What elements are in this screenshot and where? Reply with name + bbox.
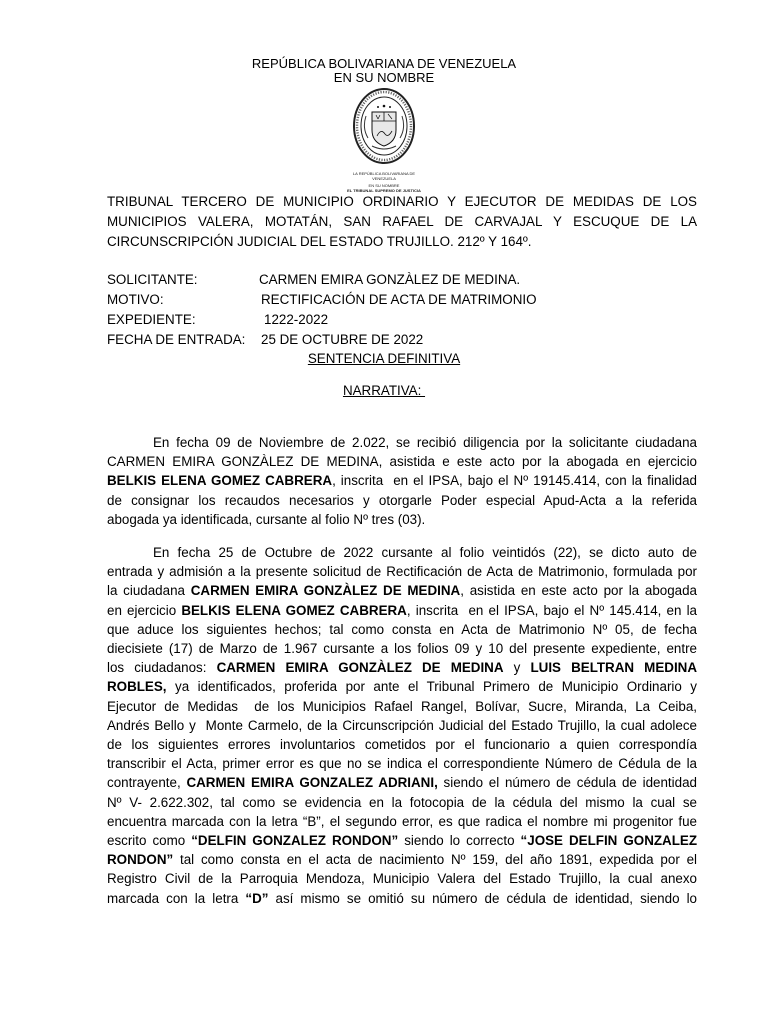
tribunal-line: CIRCUNSCRIPCIÓN JUDICIAL DEL ESTADO TRUJILLO. 212º Y 164º. <box>107 234 532 249</box>
text-run: los ciudadanos: <box>107 660 217 676</box>
text-run: de consignar los recaudos necesarios y otorgarle Poder especial Apud-Acta a la referida <box>107 492 697 508</box>
expediente-value: 1222-2022 <box>264 312 329 327</box>
text-run: escrito como <box>107 833 192 849</box>
paragraph-line <box>107 543 697 562</box>
sentencia-heading: SENTENCIA DEFINITIVA <box>307 351 461 366</box>
text-run: Nº V- 2.622.302, tal como se evidencia en la fotocopia de la cédula del mismo la cual se <box>107 794 697 810</box>
expediente-label: EXPEDIENTE: <box>107 312 196 327</box>
text-run: entrada y admisión a la presente solicitud de Rectificación de Acta de Matrimonio, formulada por <box>107 564 697 580</box>
bold-text: RONDON” <box>107 852 174 868</box>
paragraph-line <box>107 831 697 850</box>
text-run: Andrés Bello y Monte Carmelo, de la Circunscripción Judicial del Estado Trujillo, la cual adolece <box>107 717 697 733</box>
bold-text: “DELFIN GONZALEZ RONDON” <box>191 833 399 849</box>
bold-text: LUIS BELTRAN MEDINA <box>530 660 697 676</box>
paragraph-line <box>107 639 697 658</box>
en-su-nombre-heading: EN SU NOMBRE <box>333 70 435 85</box>
tsj-seal <box>342 86 426 193</box>
paragraph-line <box>107 471 697 490</box>
bold-text: CARMEN EMIRA GONZALEZ ADRIANI, <box>186 775 438 791</box>
text-run: transcribir el Acta, primer error es que no se indica el correspondiente Número de Cédula de la <box>107 756 697 772</box>
solicitante-label: SOLICITANTE: <box>107 272 198 287</box>
paragraph-line <box>107 793 697 812</box>
paragraph-line <box>107 491 697 510</box>
motivo-label: MOTIVO: <box>107 292 164 307</box>
bold-text: CARMEN EMIRA GONZÀLEZ DE MEDINA <box>190 583 461 599</box>
paragraph-line <box>107 620 697 639</box>
text-run: y <box>503 660 531 676</box>
text-run: , inscrita en el IPSA, bajo el Nº 145.414, en la <box>406 602 697 618</box>
paragraph-line <box>107 869 697 888</box>
text-run: abogada ya identificada, cursante al folio Nº tres (03). <box>107 511 426 527</box>
republic-heading: REPÚBLICA BOLIVARIANA DE VENEZUELA <box>251 56 517 71</box>
paragraph-line <box>107 433 697 452</box>
paragraph-line <box>107 510 697 529</box>
text-run: En fecha 25 de Octubre de 2022 cursante al folio veintidós (22), se dicto auto de <box>153 545 697 560</box>
text-run: , inscrita en el IPSA, bajo el Nº 19145.414, con la finalidad <box>332 473 698 489</box>
text-run: diecisiete (17) de Marzo de 1.967 cursante a los folios 09 y 10 del presente expediente, entre <box>107 641 697 657</box>
text-run: Registro Civil de la Parroquia Mendoza, Municipio Valera del Estado Trujillo, la cual anexo <box>107 871 697 887</box>
seal-caption-line1b: EN SU NOMBRE <box>368 183 400 188</box>
text-run: contrayente, <box>107 775 187 791</box>
bold-text: “JOSE DELFIN GONZALEZ <box>520 833 698 849</box>
paragraph-line <box>107 754 697 773</box>
paragraph-line <box>107 581 697 600</box>
paragraph-line <box>107 677 697 696</box>
paragraph-line <box>107 452 697 471</box>
seal-caption-line2: EL TRIBUNAL SUPREMO DE JUSTICIA <box>347 188 421 193</box>
text-run: Ejecutor de Medidas de los Municipios Rafael Rangel, Bolívar, Sucre, Miranda, La Ceiba, <box>107 698 697 714</box>
text-run: siendo lo correcto <box>398 833 521 849</box>
text-run: siendo el número de cédula de identidad <box>437 775 697 791</box>
bold-text: CARMEN EMIRA GONZÀLEZ DE MEDINA <box>216 660 504 676</box>
solicitante-value: CARMEN EMIRA GONZÀLEZ DE MEDINA. <box>259 272 521 287</box>
text-run: así mismo se omitió su número de cédula de identidad, siendo lo <box>268 890 698 906</box>
paragraph-line <box>107 601 697 620</box>
seal-caption-line1: LA REPÚBLICA BOLIVARIANA DE VENEZUELA <box>352 171 416 181</box>
text-run: tal como consta en el acta de nacimiento Nº 159, del año 1891, expedida por el <box>173 852 697 868</box>
paragraph-line <box>107 850 697 869</box>
paragraph-line <box>107 773 697 792</box>
text-run: CARMEN EMIRA GONZÀLEZ DE MEDINA, asistida e este acto por la abogada en ejercicio <box>107 454 697 470</box>
paragraph-line <box>107 889 697 908</box>
text-run: la ciudadana <box>107 583 191 599</box>
fecha-entrada-value: 25 DE OCTUBRE DE 2022 <box>261 332 424 347</box>
paragraph-line <box>107 812 697 831</box>
paragraph-2 <box>107 543 697 908</box>
text-run: encuentra marcada con la letra “B”, el segundo error, es que radica el nombre mi progenitor fue <box>107 813 697 829</box>
bold-text: ROBLES, <box>107 679 167 695</box>
text-run: marcada con la letra <box>107 890 246 906</box>
text-run: ya identificados, proferida por ante el Tribunal Primero de Municipio Ordinario y <box>166 679 697 695</box>
fecha-entrada-label: FECHA DE ENTRADA: <box>107 332 246 347</box>
tribunal-name-block <box>107 192 697 252</box>
text-run: En fecha 09 de Noviembre de 2.022, se recibió diligencia por la solicitante ciudadana <box>153 435 697 450</box>
paragraph-line <box>107 658 697 677</box>
coat-of-arms-icon <box>342 86 426 166</box>
narrativa-heading: NARRATIVA: <box>342 383 426 398</box>
tribunal-line: TRIBUNAL TERCERO DE MUNICIPIO ORDINARIO Y EJECUTOR DE MEDIDAS DE LOS <box>107 194 697 209</box>
paragraph-1 <box>107 433 697 529</box>
motivo-value: RECTIFICACIÓN DE ACTA DE MATRIMONIO <box>261 292 537 307</box>
text-run: que aduce los siguientes hechos; tal como consta en Acta de Matrimonio Nº 05, de fecha <box>107 621 697 637</box>
bold-text: BELKIS ELENA GOMEZ CABRERA <box>107 473 333 489</box>
text-run: de los siguientes errores involuntarios cometidos por el funcionario a quien correspondía <box>107 737 697 753</box>
paragraph-line <box>107 697 697 716</box>
bold-text: BELKIS ELENA GOMEZ CABRERA <box>181 602 407 618</box>
text-run: en ejercicio <box>107 602 182 618</box>
paragraph-line <box>107 716 697 735</box>
tribunal-line: MUNICIPIOS VALERA, MOTATÁN, SAN RAFAEL DE CARVAJAL Y ESCUQUE DE LA <box>107 214 697 229</box>
paragraph-line <box>107 562 697 581</box>
bold-text: “D” <box>245 890 269 906</box>
text-run: , asistida en este acto por la abogada <box>460 583 698 599</box>
paragraph-line <box>107 735 697 754</box>
